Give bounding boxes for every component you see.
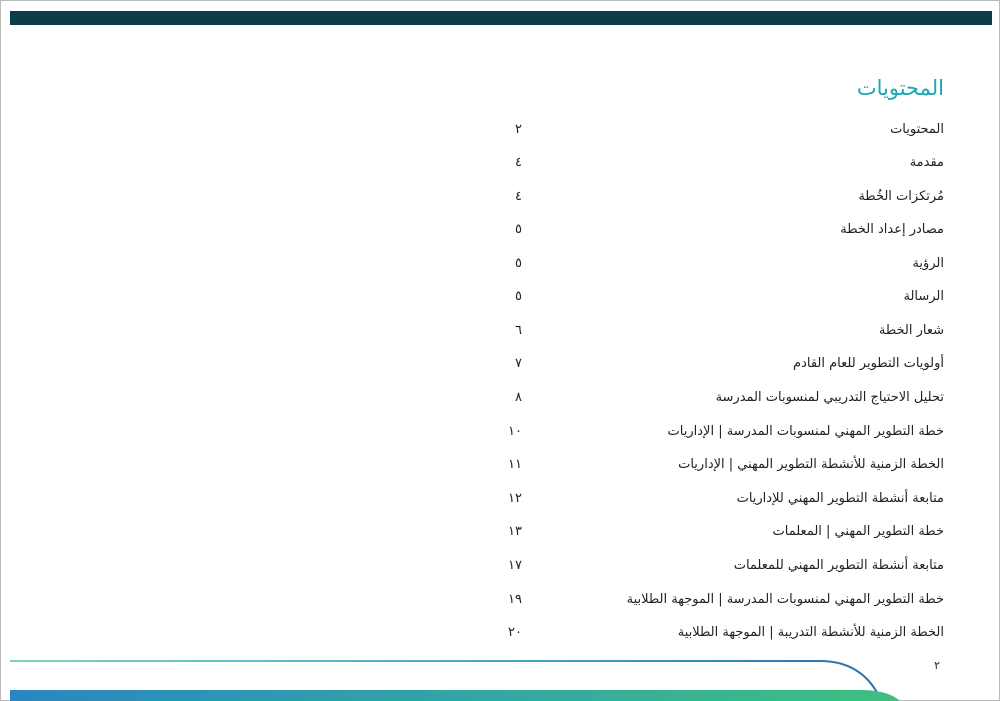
toc-entry[interactable] [0, 181, 1000, 213]
toc-entry-page: ١٢ [508, 491, 522, 506]
toc-entry-page: ١١ [508, 457, 522, 472]
toc-entry-label: متابعة أنشطة التطوير المهني للإداريات [736, 491, 944, 506]
toc-entry-label: المحتويات [890, 122, 944, 137]
toc-entry-label: خطة التطوير المهني | المعلمات [772, 524, 944, 539]
toc-entry[interactable] [0, 382, 1000, 414]
toc-entry-page: ٤ [515, 189, 522, 204]
toc-entry-page: ٦ [515, 323, 522, 338]
toc-entry-page: ٧ [515, 356, 522, 371]
toc-entry-label: الخطة الزمنية للأنشطة التدريبة | الموجهة الطلابية [677, 625, 944, 640]
toc-entry-page: ١٩ [508, 592, 522, 607]
footer-decoration [0, 640, 1000, 701]
toc-entry-page: ٥ [515, 222, 522, 237]
toc-entry-label: الرسالة [903, 289, 944, 304]
toc-entry-label: الرؤية [912, 256, 944, 271]
toc-entry-label: خطة التطوير المهني لمنسوبات المدرسة | الإداريات [667, 424, 944, 439]
toc-entry[interactable] [0, 348, 1000, 380]
toc-entry-page: ٨ [515, 390, 522, 405]
toc-entry-label: مُرتكزات الخُطة [858, 189, 944, 204]
footer-page-number: ٢ [934, 659, 940, 672]
toc-entry[interactable] [0, 214, 1000, 246]
toc-title: المحتويات [856, 76, 944, 100]
toc-entry-page: ٥ [515, 289, 522, 304]
toc-entry[interactable] [0, 584, 1000, 616]
toc-entry-label: أولويات التطوير للعام القادم [793, 356, 944, 371]
footer-band [10, 690, 900, 701]
toc-entry[interactable] [0, 516, 1000, 548]
toc-entry-page: ٤ [515, 155, 522, 170]
toc-entry-page: ١٧ [508, 558, 522, 573]
toc-entry-label: مصادر إعداد الخطة [840, 222, 944, 237]
toc-entry-label: شعار الخطة [878, 323, 944, 338]
toc-entry-label: متابعة أنشطة التطوير المهني للمعلمات [733, 558, 944, 573]
header-bar [10, 11, 992, 25]
toc-entry[interactable] [0, 416, 1000, 448]
toc-entry-page: ٢٠ [508, 625, 522, 640]
toc-entry-label: الخطة الزمنية للأنشطة التطوير المهني | الإداريات [678, 457, 944, 472]
toc-entry[interactable] [0, 248, 1000, 280]
toc-entry[interactable] [0, 449, 1000, 481]
toc-entry[interactable] [0, 147, 1000, 179]
toc-entry[interactable] [0, 315, 1000, 347]
toc-entry-page: ٢ [515, 122, 522, 137]
toc-entry-page: ٥ [515, 256, 522, 271]
toc-entry[interactable] [0, 114, 1000, 146]
toc-entry-page: ١٣ [508, 524, 522, 539]
toc-entry-label: تحليل الاحتياج التدريبي لمنسوبات المدرسة [715, 390, 944, 405]
toc-entry-page: ١٠ [508, 424, 522, 439]
toc-entry[interactable] [0, 281, 1000, 313]
toc-entry[interactable] [0, 550, 1000, 582]
toc-entry[interactable] [0, 483, 1000, 515]
toc-entry-label: خطة التطوير المهني لمنسوبات المدرسة | الموجهة الطلابية [626, 592, 944, 607]
toc-entry-label: مقدمة [909, 155, 944, 170]
